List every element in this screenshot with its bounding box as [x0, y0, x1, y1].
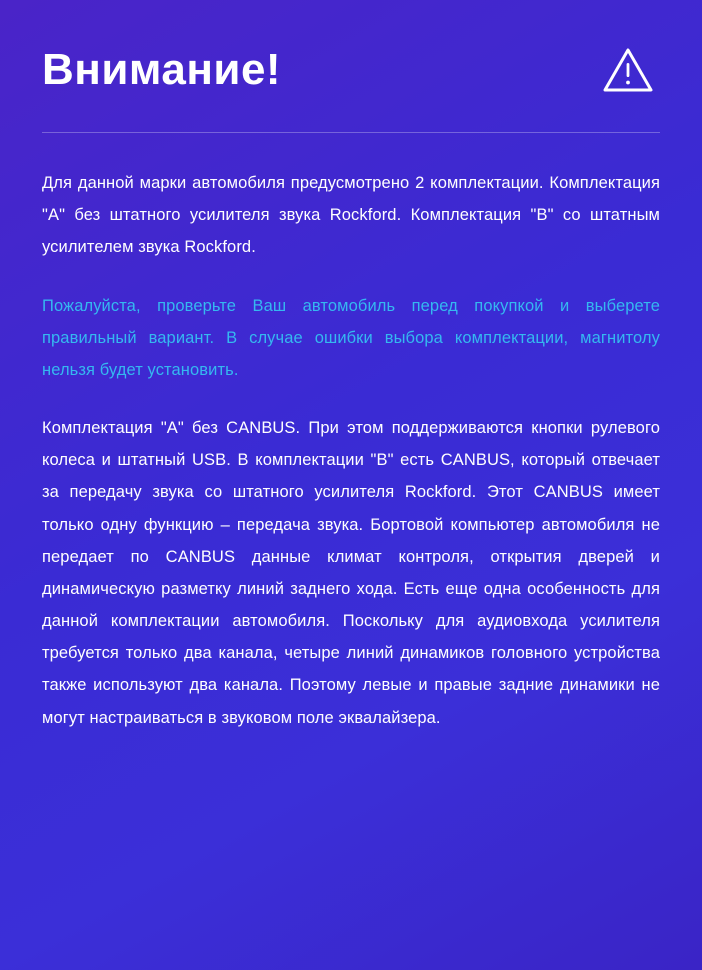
document-body	[42, 167, 660, 734]
paragraph-warning: Пожалуйста, проверьте Ваш автомобиль перед покупкой и выберете правильный вариант. В случае ошибки выбора комплектации, магнитолу нельзя будет установить.	[42, 296, 660, 379]
warning-triangle-icon	[602, 44, 654, 96]
document-header	[42, 44, 660, 96]
page-title: Внимание!	[42, 44, 282, 94]
header-divider	[42, 132, 660, 133]
paragraph-intro: Для данной марки автомобиля предусмотрено 2 комплектации. Комплектация "А" без штатного усилителя звука Rockford. Комплектация "В" со штатным усилителем звука Rockford.	[42, 174, 660, 257]
paragraph-details: Комплектация "А" без CANBUS. При этом поддерживаются кнопки рулевого колеса и штатный USB. В комплектации "В" есть CANBUS, который отвечает за передачу звука со штатного усилителя Rockford. Этот CANBUS имеет только одну функцию – передача звука. Бортовой компьютер автомобиля не передает по CANBUS данные климат контроля, открытия дверей и динамическую разметку линий заднего хода. Есть еще одна особенность для данной комплектации автомобиля. Поскольку для аудиовхода усилителя требуется только два канала, четыре линий динамиков головного устройства также используют два канала. Поэтому левые и правые задние динамики не могут настраиваться в звуковом поле эквалайзера.	[42, 419, 660, 727]
